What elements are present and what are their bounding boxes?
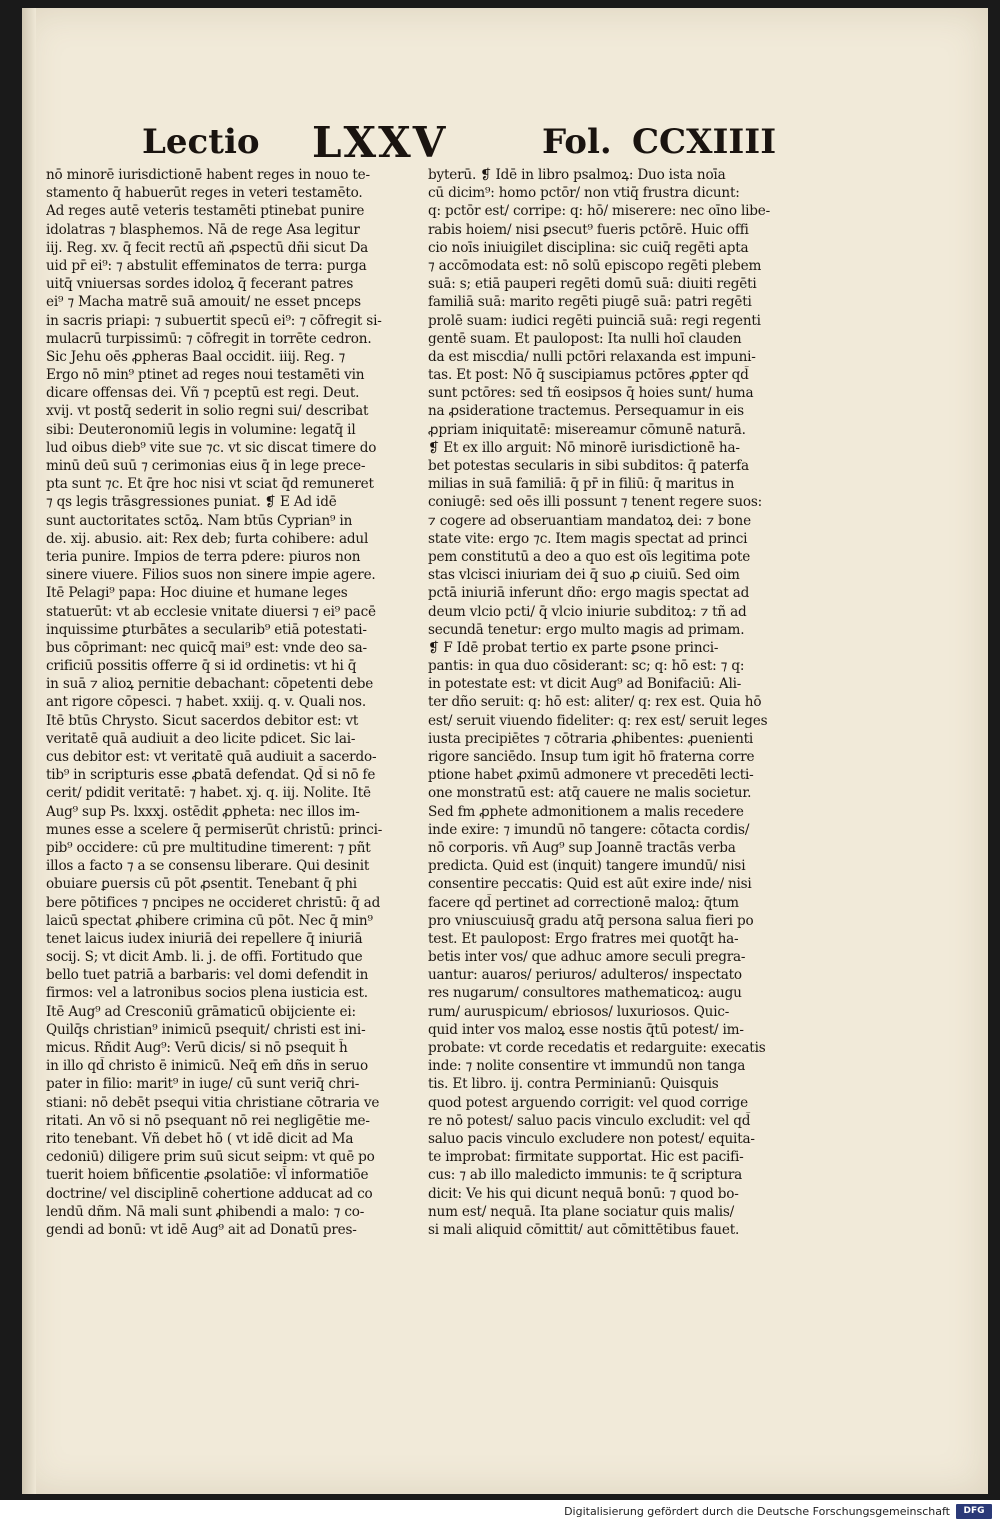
text-line: predicta. Quid est (inquit) tangere imundū/ nisi (428, 858, 746, 875)
text-line: Itē Aug⁹ ad Cresconiū grāmaticū obijciente ei: (46, 1003, 356, 1020)
text-line: lendū dñm. Nā mali sunt ꝓhibendi a malo: ⁊ co- (46, 1203, 365, 1220)
right-text-column (428, 166, 816, 1239)
text-line: stiani: nō debēt psequi vitia christiane cōtraria ve (46, 1094, 380, 1111)
text-line: xvij. vt postq̄ sederit in solio regni sui/ describat (46, 403, 369, 420)
text-line: stamento q̄ habuerūt reges in veteri testamēto. (46, 185, 363, 202)
text-line: ❡ F Idē probat tertio ex parte ꝑsone princi- (428, 639, 719, 656)
text-line: teria punire. Impios de terra pdere: piuros non (46, 548, 361, 565)
text-line: ⁊ accōmodata est: nō solū episcopo regēti plebem (428, 257, 762, 274)
text-line: ❡ Et ex illo arguit: Nō minorē iurisdictionē ha- (428, 439, 740, 456)
text-line: Itē Pelagi⁹ papa: Hoc diuine et humane leges (46, 585, 348, 602)
text-line: gendi ad bonū: vt idē Aug⁹ ait ad Donatū pres- (46, 1221, 357, 1238)
text-line: secundā tenetur: ergo multo magis ad primam. (428, 621, 745, 638)
text-line: munes esse a scelere q̄ permiserūt christū: princi- (46, 821, 383, 838)
text-line: cedoniū) diligere prim suū sicut seipm: vt quē po (46, 1149, 375, 1166)
text-line: obuiare ꝑuersis cū pōt ꝓsentit. Tenebant q̄ phi (46, 876, 357, 893)
text-line: illos a facto ⁊ a se consensu liberare. Qui desinit (46, 858, 370, 875)
text-line: facere qd̄ pertinet ad correctionē maloꝝ: q̄tum (428, 894, 739, 911)
text-line: inde: ⁊ nolite consentire vt immundū non tanga (428, 1058, 746, 1075)
text-line: pta sunt ⁊c. Et q̄re hoc nisi vt sciat q̄d remuneret (46, 476, 374, 493)
text-line: Itē btūs Chrysto. Sicut sacerdos debitor est: vt (46, 712, 359, 729)
text-line: rigore sanciēdo. Insup tum igit hō fraterna corre (428, 749, 755, 765)
text-line: cio noīs iniuigilet disciplina: sic cuiq̄ regēti apta (428, 239, 749, 256)
text-line: bello tuet patriā a barbaris: vel domi defendit in (46, 967, 369, 984)
text-line: tib⁹ in scripturis esse ꝓbatā defendat. Qd̄ si nō fe (46, 767, 376, 784)
text-line: inquissime ꝑturbātes a secularib⁹ etiā potestati- (46, 621, 367, 638)
text-line: inde exire: ⁊ imundū nō tangere: cōtacta cordis/ (428, 821, 750, 838)
text-line: cus: ⁊ ab illo maledicto immunis: te q̄ scriptura (428, 1167, 743, 1184)
digitization-footer (0, 1500, 1000, 1524)
text-line: num est/ nequā. Ita plane sociatur quis malis/ (428, 1203, 735, 1220)
text-line: quod potest arguendo corrigit: vel quod corrige (428, 1094, 748, 1111)
text-line: Sed fm ꝓphete admonitionem a malis recedere (428, 803, 744, 820)
text-line: bus cōprimant: nec quicq̄ mai⁹ est: vnde deo sa- (46, 639, 367, 656)
text-line: prolē suam: iudici regēti puinciā suā: regi regenti (428, 312, 761, 329)
text-line: ritati. An vō si nō psequant nō rei negligētie me- (46, 1112, 370, 1129)
text-line: familiā suā: marito regēti piugē suā: patri regēti (428, 294, 752, 311)
text-line: de. xij. abusio. ait: Rex deb; furta cohibere: adul (46, 530, 369, 547)
text-line: dicit: Ve his qui dicunt nequā bonū: ⁊ quod bo- (428, 1185, 739, 1202)
text-line: uantur: auaros/ periuros/ adulteros/ inspectato (428, 967, 742, 984)
text-line: sunt auctoritates sctōꝝ. Nam btūs Cyprian⁹ in (46, 512, 353, 529)
book-page (22, 8, 988, 1494)
text-line: suā: s; etiā pauperi regēti domū suā: diuiti regēti (428, 276, 757, 293)
header-lectio-number: LXXV (312, 118, 448, 167)
text-line: in sacris priapi: ⁊ subuertit specū ei⁹: ⁊ cōfregit si- (46, 312, 382, 329)
text-line: te improbat: firmitate supportat. Hic est pacifi- (428, 1149, 744, 1166)
text-line: stas vlcisci iniuriam dei q̄ suo ꝓ ciuiū. Sed oim (428, 567, 740, 584)
text-line: mulacrū turpissimū: ⁊ cōfregit in torrēte cedron. (46, 330, 372, 347)
text-line: Ad reges autē veteris testamēti ptinebat punire (46, 203, 365, 220)
text-line: dicare offensas dei. Vñ ⁊ pceptū est regi. Deut. (46, 385, 360, 402)
text-line: sinere viuere. Filios suos non sinere impie agere. (46, 567, 376, 584)
text-line: consentire peccatis: Quid est aūt exire inde/ nisi (428, 876, 752, 893)
header-folio-number: CCXIIII (632, 122, 777, 162)
text-line: pater in filio: marit⁹ in iuge/ cū sunt veriq̄ chri- (46, 1076, 360, 1093)
text-line: q: pctōr est/ corripe: q: hō/ miserere: nec oīno libe- (428, 203, 771, 220)
text-line: quid inter vos maloꝝ esse nostis q̄tū potest/ im- (428, 1021, 744, 1038)
text-line: in suā ⁊ alioꝝ pernitie debachant: cōpetenti debe (46, 676, 374, 693)
text-line: iusta precipiētes ⁊ cōtraria ꝓhibentes: ꝓuenienti (428, 730, 754, 747)
text-line: ptione habet ꝓximū admonere vt precedēti lecti- (428, 767, 754, 784)
text-line: bet potestas secularis in sibi subditos: q̄ paterfa (428, 458, 749, 474)
text-line: pib⁹ occidere: cū pre multitudine timerent: ⁊ pñt (46, 839, 371, 856)
text-line: ei⁹ ⁊ Macha matrē suā amouit/ ne esset pnceps (46, 294, 361, 311)
dfg-logo: DFG (956, 1504, 992, 1519)
text-line: deum vlcio pcti/ q̄ vlcio iniurie subditoꝝ: ⁊ tñ ad (428, 603, 747, 620)
text-line: rito tenebant. Vñ debet hō ( vt idē dicit ad Ma (46, 1130, 354, 1147)
text-line: cū dicim⁹: homo pctōr/ non vtiq̄ frustra dicunt: (428, 185, 740, 202)
text-line: statuerūt: vt ab ecclesie vnitate diuersi ⁊ ei⁹ pacē (46, 603, 376, 620)
text-line: lud oibus dieb⁹ vite sue ⁊c. vt sic discat timere do (46, 439, 377, 456)
running-header (142, 118, 822, 168)
text-line: est/ seruit viuendo fideliter: q: rex est/ seruit leges (428, 712, 768, 729)
text-line: bere pōtifices ⁊ pncipes ne occideret christū: q̄ ad (46, 894, 381, 911)
text-line: one monstratū est: atq̄ cauere ne malis societur. (428, 785, 752, 802)
text-line: Sic Jehu oēs ꝓpheras Baal occidit. iiij. Reg. ⁊ (46, 348, 346, 365)
text-line: uid pr̄ ei⁹: ⁊ abstulit effeminatos de terra: purga (46, 257, 367, 274)
text-line: pem constitutū a deo a quo est oīs legitima pote (428, 548, 751, 565)
text-line: sibi: Deuteronomiū legis in volumine: legatq̄ il (46, 421, 356, 438)
text-line: socij. S; vt dicit Amb. li. j. de offi. Fortitudo que (46, 949, 363, 966)
text-line: na ꝓsideratione tractemus. Persequamur in eis (428, 403, 744, 420)
text-line: iij. Reg. xv. q̄ fecit rectū añ ꝓspectū dñi sicut Da (46, 239, 369, 256)
text-line: saluo pacis vinculo excludere non potest/ equita- (428, 1130, 755, 1147)
text-line: in potestate est: vt dicit Aug⁹ ad Bonifaciū: Ali- (428, 676, 742, 693)
text-line: nō minorē iurisdictionē habent reges in nouo te- (46, 167, 370, 183)
text-line: state vite: ergo ⁊c. Item magis spectat ad princi (428, 530, 748, 547)
text-line: betis inter vos/ que adhuc amore seculi pregra- (428, 949, 746, 966)
text-line: idolatras ⁊ blasphemos. Nā de rege Asa legitur (46, 221, 360, 238)
text-line: da est miscdia/ nulli pctōri relaxanda est impuni- (428, 348, 756, 365)
text-line: tis. Et libro. ij. contra Perminianū: Quisquis (428, 1076, 719, 1093)
text-line: res nugarum/ consultores mathematicoꝝ: augu (428, 985, 742, 1002)
text-line: test. Et paulopost: Ergo fratres mei quotq̄t ha- (428, 930, 739, 947)
text-line: re nō potest/ saluo pacis vinculo excludit: vel qd̄ (428, 1112, 751, 1129)
text-line: coniugē: sed oēs illi possunt ⁊ tenent regere suos: (428, 494, 763, 511)
page-gutter (22, 8, 36, 1494)
text-line: firmos: vel a latronibus socios plena iusticia est. (46, 985, 368, 1002)
text-line: doctrine/ vel disciplinē cohertione adducat ad co (46, 1185, 373, 1202)
text-line: pro vniuscuiusq̄ gradu atq̄ persona salua fieri po (428, 912, 754, 929)
text-line: gentē suam. Et paulopost: Ita nulli hoī clauden (428, 330, 742, 347)
text-line: cerit/ pdidit veritatē: ⁊ habet. xj. q. iij. Nolite. Itē (46, 785, 371, 802)
text-line: cus debitor est: vt veritatē quā audiuit a sacerdo- (46, 749, 377, 765)
text-line: si mali aliquid cōmittit/ aut cōmittētibus fauet. (428, 1221, 740, 1238)
text-line: micus. Rñdit Aug⁹: Verū dicis/ si nō psequit h̄ (46, 1040, 348, 1056)
text-line: in illo qd̄ christo ē inimicū. Neq̄ em̄ dñs in seruo (46, 1058, 368, 1075)
footer-credit: Digitalisierung gefördert durch die Deutsche Forschungsgemeinschaft (564, 1505, 950, 1518)
text-line: tas. Et post: Nō q̄ suscipiamus pctōres ꝓpter qd̄ (428, 367, 749, 384)
text-line: pantis: in qua duo cōsiderant: sc; q: hō est: ⁊ q: (428, 658, 745, 675)
text-line: rabis hoiem/ nisi ꝑsecut⁹ fueris pctōrē. Huic offi (428, 221, 749, 238)
text-line: probate: vt corde recedatis et redarguite: execatis (428, 1040, 766, 1056)
text-line: ꝓpriam iniquitatē: misereamur cōmunē naturā. (428, 421, 746, 438)
text-line: pctā iniuriā inferunt dño: ergo magis spectat ad (428, 585, 750, 602)
text-line: sunt pctōres: sed tñ eosipsos q̄ hoies sunt/ huma (428, 385, 754, 402)
text-line: veritatē quā audiuit a deo licite pdicet. Sic lai- (46, 730, 356, 747)
text-line: tenet laicus iudex iniuriā dei repellere q̄ iniuriā (46, 930, 363, 947)
text-line: ant rigore cōpesci. ⁊ habet. xxiij. q. v. Quali nos. (46, 694, 366, 711)
text-line: ter dño seruit: q: hō est: aliter/ q: rex est. Quia hō (428, 694, 762, 711)
text-line: byterū. ❡ Idē in libro psalmoꝝ: Duo ista noīa (428, 167, 726, 183)
text-line: nō corporis. vñ Aug⁹ sup Joannē tractās verba (428, 839, 736, 856)
text-line: ⁊ qs legis trāsgressiones puniat. ❡ E Ad idē (46, 494, 337, 511)
text-line: laicū spectat ꝓhibere crimina cū pōt. Nec q̄ min⁹ (46, 912, 373, 929)
text-line: Aug⁹ sup Ps. lxxxj. ostēdit ꝓpheta: nec illos im- (46, 803, 360, 820)
text-line: uitq̄ vniuersas sordes idoloꝝ q̄ fecerant patres (46, 276, 354, 293)
text-line: milias in suā familiā: q̄ pr̄ in filiū: q̄ maritus in (428, 476, 735, 493)
header-fol: Fol. (542, 122, 612, 162)
header-lectio: Lectio (142, 122, 260, 162)
text-line: Ergo nō min⁹ ptinet ad reges noui testamēti vin (46, 367, 365, 384)
text-line: ⁊ cogere ad obseruantiam mandatoꝝ dei: ⁊ bone (428, 512, 751, 529)
text-line: rum/ auruspicum/ ebriosos/ luxuriosos. Quic- (428, 1003, 730, 1020)
text-line: crificiū possitis offerre q̄ si id ordinetis: vt hi q̄ (46, 658, 357, 675)
text-line: minū deū suū ⁊ cerimonias eius q̄ in lege prece- (46, 458, 366, 474)
left-text-column (46, 166, 428, 1239)
text-line: tuerit hoiem bñficentie ꝓsolatiōe: vl̄ informatiōe (46, 1167, 369, 1184)
text-line: Quilq̄s christian⁹ inimicū psequit/ christi est ini- (46, 1021, 366, 1038)
